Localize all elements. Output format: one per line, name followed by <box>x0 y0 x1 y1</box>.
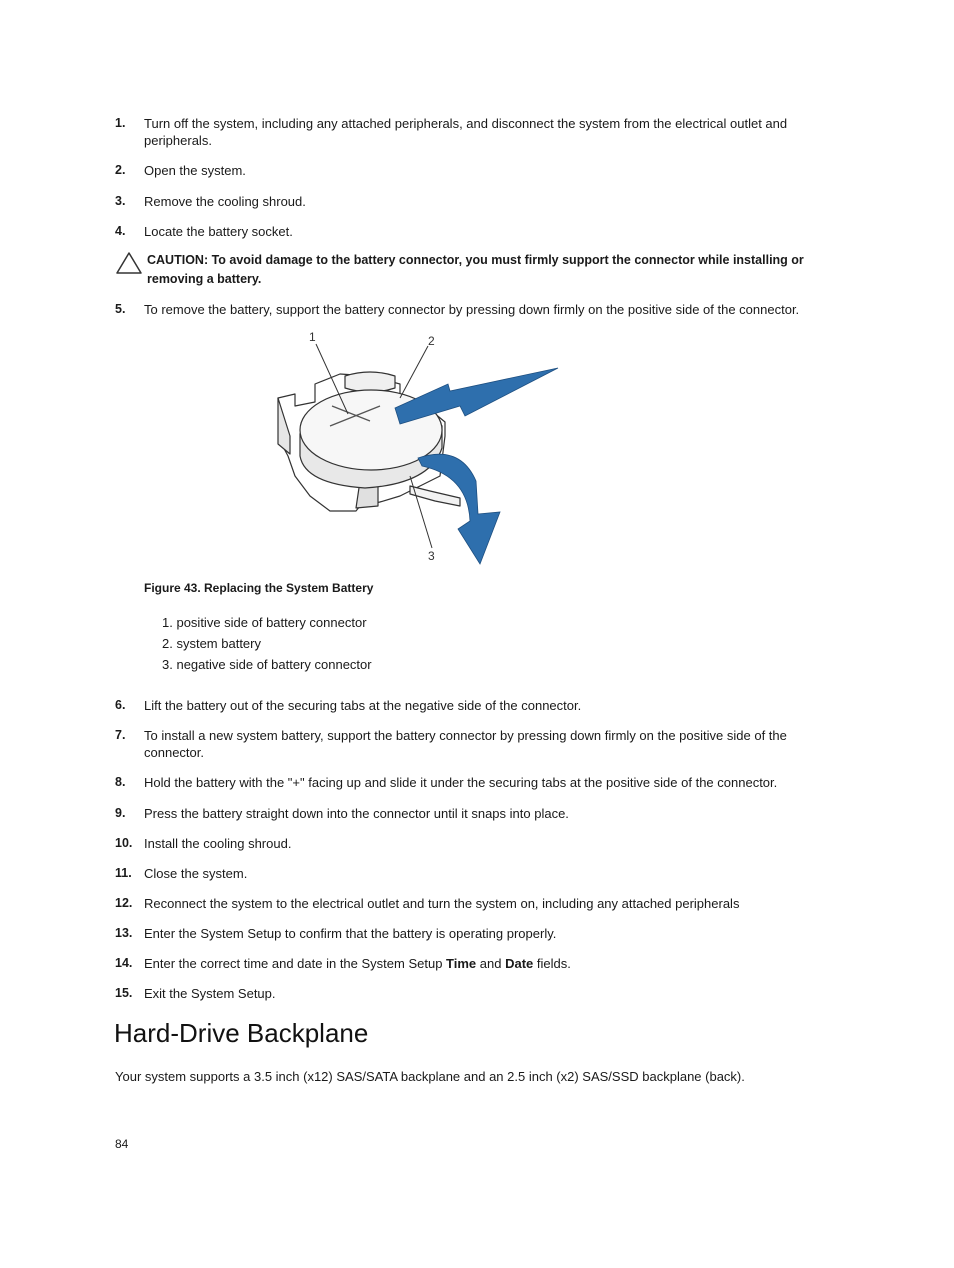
step-text: To install a new system battery, support the battery connector by pressing down firmly on the positive side of the connector. <box>144 728 787 760</box>
step-2 <box>115 162 815 179</box>
step-1 <box>115 115 815 149</box>
step-number: 8. <box>115 775 126 789</box>
step-12 <box>115 895 815 912</box>
step-number: 6. <box>115 698 126 712</box>
step-number: 3. <box>115 194 126 208</box>
step-text: Hold the battery with the "+" facing up and slide it under the securing tabs at the positive side of the connector. <box>144 775 778 790</box>
step-text: Enter the correct time and date in the System Setup Time and Date fields. <box>144 956 571 971</box>
step-9 <box>115 805 815 822</box>
step-11 <box>115 865 815 882</box>
step-text: Press the battery straight down into the connector until it snaps into place. <box>144 806 569 821</box>
step-text: Lift the battery out of the securing tabs at the negative side of the connector. <box>144 698 582 713</box>
step-number: 2. <box>115 163 126 177</box>
step-text: To remove the battery, support the battery connector by pressing down firmly on the positive side of the connector. <box>144 302 800 317</box>
caution-text: CAUTION: To avoid damage to the battery connector, you must firmly support the connector while installing or removing a battery. <box>147 253 804 286</box>
section-paragraph: Your system supports a 3.5 inch (x12) SAS/SATA backplane and an 2.5 inch (x2) SAS/SSD backplane (back). <box>115 1069 745 1084</box>
step-number: 7. <box>115 728 126 742</box>
step-text: Remove the cooling shroud. <box>144 194 306 209</box>
time-field-label: Time <box>446 956 477 971</box>
warning-triangle-icon <box>115 251 143 275</box>
step-number: 12. <box>115 896 133 910</box>
callout-3: 3 <box>428 549 435 563</box>
step-text: Turn off the system, including any attached peripherals, and disconnect the system from the electrical outlet and peripherals. <box>144 116 788 148</box>
step-3 <box>115 193 815 210</box>
step-text: Open the system. <box>144 163 246 178</box>
caution-notice <box>115 251 805 289</box>
step-text: Close the system. <box>144 866 248 881</box>
insert-arrow <box>395 368 558 424</box>
step-15 <box>115 985 815 1002</box>
step-number: 9. <box>115 806 126 820</box>
step-13 <box>115 925 815 942</box>
figure-legend <box>162 612 372 675</box>
figure-caption: Figure 43. Replacing the System Battery <box>144 581 374 595</box>
callout-2: 2 <box>428 334 435 348</box>
step-number: 4. <box>115 224 126 238</box>
step-6 <box>115 697 815 714</box>
step-text: Reconnect the system to the electrical outlet and turn the system on, including any attached peripherals <box>144 896 740 911</box>
legend-item: 1. positive side of battery connector <box>162 615 367 630</box>
step-5 <box>115 301 835 318</box>
step-number: 5. <box>115 302 126 316</box>
step-7 <box>115 727 815 761</box>
step-text: Locate the battery socket. <box>144 224 293 239</box>
step-8 <box>115 774 815 791</box>
step-number: 13. <box>115 926 133 940</box>
step-text: Enter the System Setup to confirm that the battery is operating properly. <box>144 926 557 941</box>
step-number: 10. <box>115 836 133 850</box>
battery-figure <box>270 326 570 571</box>
page-number: 84 <box>115 1137 129 1151</box>
step-10 <box>115 835 815 852</box>
step-14 <box>115 955 815 972</box>
step-number: 11. <box>115 866 132 880</box>
date-field-label: Date <box>505 956 534 971</box>
callout-1: 1 <box>309 330 316 344</box>
step-4 <box>115 223 815 240</box>
section-heading: Hard-Drive Backplane <box>114 1018 369 1048</box>
step-text: Exit the System Setup. <box>144 986 276 1001</box>
step-text: Install the cooling shroud. <box>144 836 292 851</box>
step-number: 15. <box>115 986 133 1000</box>
legend-item: 3. negative side of battery connector <box>162 657 372 672</box>
legend-item: 2. system battery <box>162 636 261 651</box>
step-number: 1. <box>115 116 126 130</box>
battery-connector-illustration <box>270 326 570 571</box>
step-number: 14. <box>115 956 133 970</box>
